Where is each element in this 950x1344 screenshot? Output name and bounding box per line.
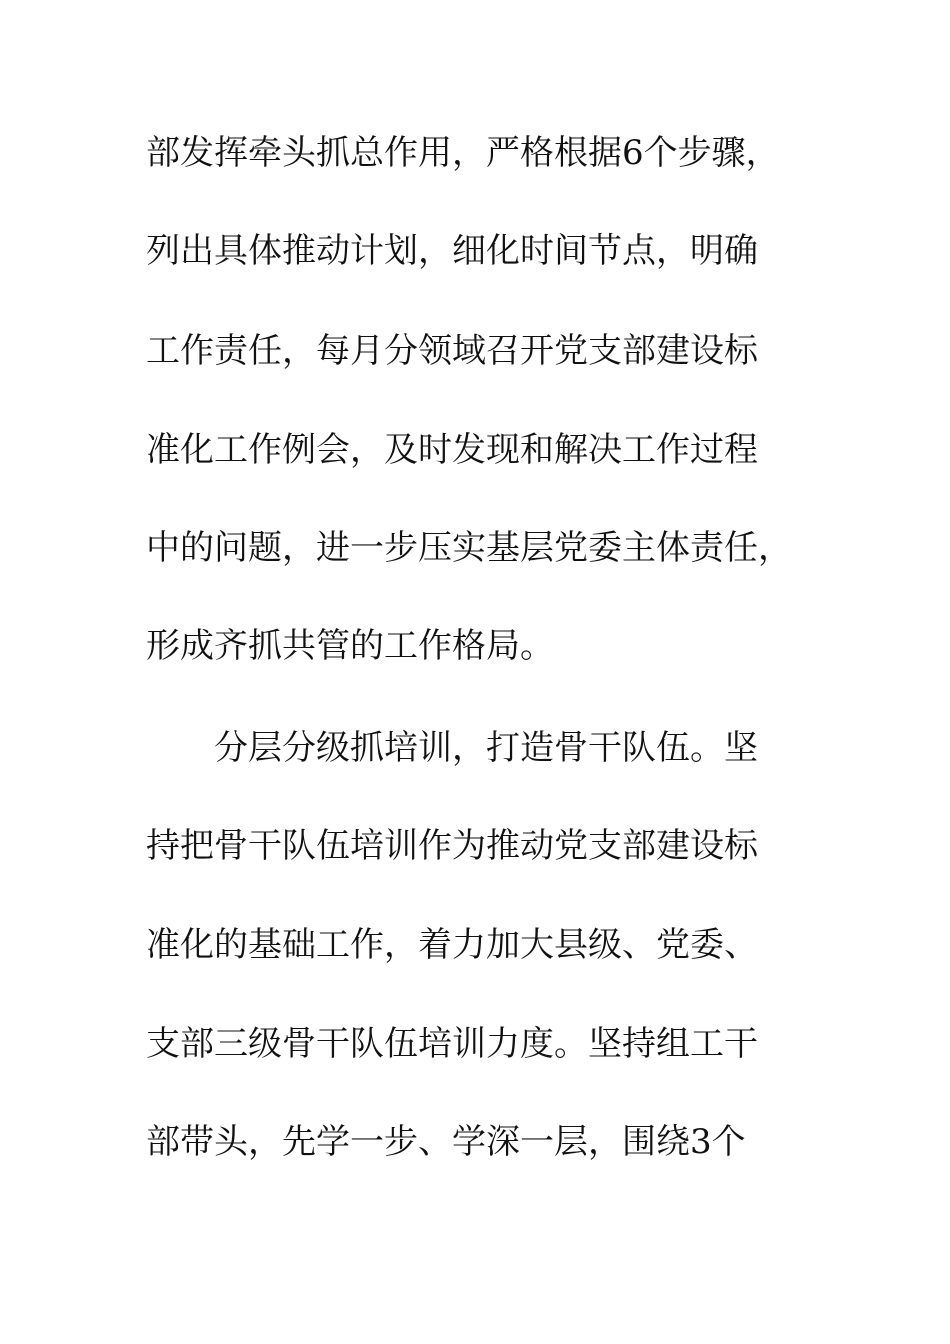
paragraph-start-line: 分层分级抓培训，打造骨干队伍。坚 [214, 728, 758, 768]
text-line: 形成齐抓共管的工作格局。 [146, 626, 554, 666]
text-line: 部带头，先学一步、学深一层，围绕3个 [146, 1122, 746, 1162]
text-line: 准化的基础工作，着力加大县级、党委、 [146, 925, 758, 965]
text-line: 列出具体推动计划，细化时间节点，明确 [146, 231, 758, 271]
text-line: 准化工作例会，及时发现和解决工作过程 [146, 430, 758, 470]
text-line: 支部三级骨干队伍培训力度。坚持组工干 [146, 1024, 758, 1064]
text-line: 持把骨干队伍培训作为推动党支部建设标 [146, 826, 758, 866]
text-line: 中的问题，进一步压实基层党委主体责任， [146, 528, 792, 568]
text-line: 工作责任，每月分领域召开党支部建设标 [146, 331, 758, 371]
text-line: 部发挥牵头抓总作用，严格根据6个步骤， [146, 133, 780, 173]
